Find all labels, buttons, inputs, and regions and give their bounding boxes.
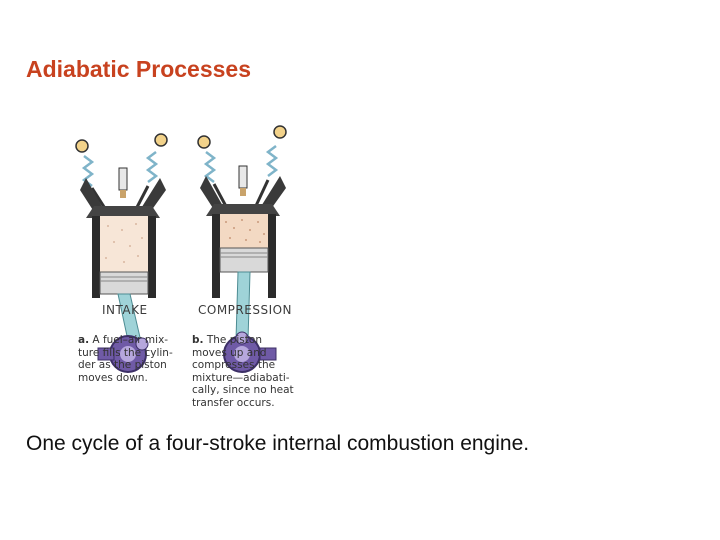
compression-description-line: transfer occurs.	[192, 396, 275, 409]
compression-description-line: mixture—adiabati-	[192, 371, 290, 384]
intake-description-line: A fuel–air mix-	[92, 334, 169, 346]
compression-description-line: The piston	[206, 334, 262, 346]
compression-description-line: compresses the	[192, 359, 276, 372]
compression-label: COMPRESSION	[198, 303, 293, 317]
slide-caption: One cycle of a four-stroke internal combustion engine.	[26, 432, 530, 455]
intake-label: INTAKE	[102, 303, 148, 317]
slide-title: Adiabatic Processes	[26, 56, 252, 82]
compression-description-line: moves up and	[192, 346, 267, 359]
panel-letter-b: b.	[192, 334, 204, 346]
compression-description-line: cally, since no heat	[192, 384, 294, 397]
intake-description-line: ture fills the cylin-	[78, 346, 173, 359]
intake-description-line: moves down.	[78, 371, 148, 384]
compression-description	[192, 334, 294, 410]
intake-description-line: der as the piston	[78, 359, 167, 372]
intake-description	[78, 334, 173, 384]
panel-letter-a: a.	[78, 334, 90, 346]
